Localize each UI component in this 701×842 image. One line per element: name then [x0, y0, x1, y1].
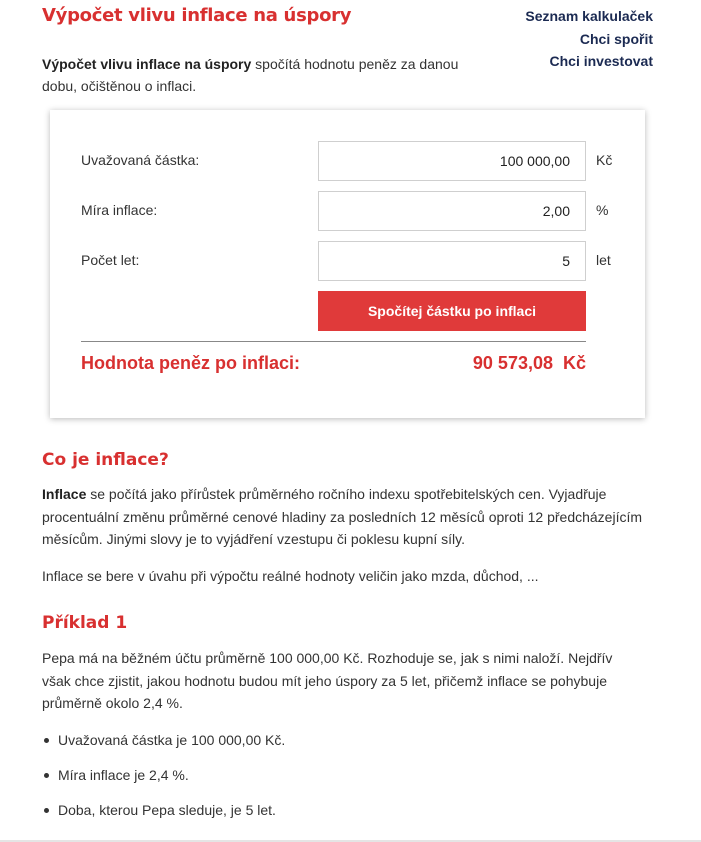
inflation-unit: %: [596, 202, 609, 218]
example-bullet-list: [42, 730, 285, 835]
intro-bold: Výpočet vlivu inflace na úspory: [42, 56, 252, 72]
inflation-term: Inflace: [42, 486, 87, 502]
intro-text: [42, 53, 482, 97]
result-divider: [81, 341, 586, 342]
amount-label: Uvažovaná částka:: [81, 152, 200, 168]
inflation-row: [50, 191, 645, 231]
amount-row: [50, 141, 645, 181]
years-input[interactable]: 5: [318, 241, 586, 281]
page-title: Výpočet vlivu inflace na úspory: [42, 5, 352, 26]
result-label: Hodnota peněz po inflaci:: [81, 353, 300, 373]
result-value: 90 573,08 Kč: [472, 353, 586, 373]
inflation-usage: Inflace se bere v úvahu při výpočtu reálné hodnoty veličin jako mzda, důchod, ...: [42, 568, 539, 584]
years-label: Počet let:: [81, 252, 140, 268]
inflation-input[interactable]: 2,00: [318, 191, 586, 231]
years-unit: let: [596, 252, 611, 268]
example-text: Pepa má na běžném účtu průměrně 100 000,00 Kč. Rozhoduje se, jak s nimi naloží. Nejdřív však chce zjistit, jakou hodnotu budou mít jeho úspory za 5 let, přičemž inflace se pohybuje průměrně okolo 2,4 %.: [42, 650, 613, 711]
amount-input[interactable]: 100 000,00: [318, 141, 586, 181]
years-row: [50, 241, 645, 281]
inflation-definition: [42, 483, 642, 551]
list-item: Uvažovaná částka je 100 000,00 Kč.: [42, 730, 285, 765]
inflation-definition-text: se počítá jako přírůstek průměrného ročního indexu spotřebitelských cen. Vyjadřuje procentuální změnu průměrné cenové hladiny za posledních 12 měsíců oproti 12 předcházejícím měsícům. Jinými slovy je to vyjádření vzestupu či poklesu kupní síly.: [42, 486, 643, 547]
calculate-button[interactable]: Spočítej částku po inflaci: [318, 291, 586, 331]
nav-link-investing[interactable]: Chci investovat: [549, 53, 653, 69]
list-item: Doba, kterou Pepa sleduje, je 5 let.: [42, 800, 285, 835]
inflation-calculator: [50, 110, 645, 418]
example-heading: Příklad 1: [42, 613, 128, 633]
top-navigation: [525, 5, 653, 73]
nav-link-savings[interactable]: Chci spořit: [579, 30, 653, 47]
intro-rest: spočítá hodnotu peněz za danou dobu, očištěnou o inflaci.: [42, 56, 459, 94]
nav-link-calculator-list[interactable]: Seznam kalkulaček: [525, 8, 653, 24]
list-item: Míra inflace je 2,4 %.: [42, 765, 285, 800]
inflation-heading: Co je inflace?: [42, 450, 169, 470]
inflation-label: Míra inflace:: [81, 202, 158, 218]
amount-unit: Kč: [596, 152, 613, 168]
